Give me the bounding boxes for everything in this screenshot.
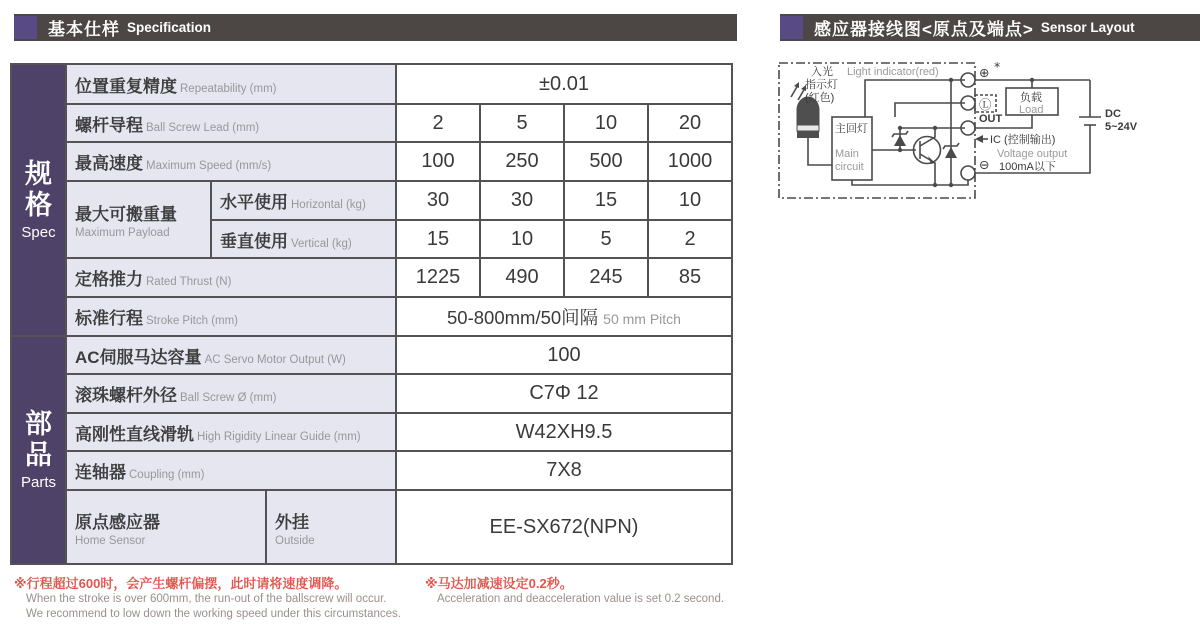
light-indicator-zh-3: (红色) [805, 92, 835, 104]
section-header-sensor-layout [780, 14, 1200, 41]
terminal-plus-asterisk: * [994, 59, 1001, 74]
row-sublabel: 外挂 Outside [266, 490, 396, 564]
row-value: 85 [648, 258, 732, 297]
table-row [11, 451, 732, 490]
section-title-en: Sensor Layout [1040, 20, 1135, 35]
terminal-minus-symbol: ⊖ [979, 157, 990, 172]
row-value: 30 [480, 181, 564, 220]
table-row [11, 181, 732, 220]
row-value: 2 [648, 220, 732, 258]
terminal-light-symbol: Ⓛ [979, 97, 992, 112]
row-value: 245 [564, 258, 648, 297]
voltage-output-label: Voltage output [997, 148, 1068, 160]
npn-transistor-icon [914, 126, 941, 187]
row-value: 50-800mm/50间隔 50 mm Pitch [396, 297, 732, 336]
row-label: 位置重复精度 Repeatability (mm) [66, 64, 396, 104]
terminal-plus-symbol: ⊕ [979, 65, 990, 80]
sidebar-spec-zh: 规格 [25, 158, 52, 220]
terminal-out-label: OUT [979, 113, 1003, 125]
row-sublabel: 垂直使用 Vertical (kg) [211, 220, 396, 258]
current-limit-label: 100mA以下 [999, 161, 1056, 173]
ic-output-arrow-icon [975, 135, 988, 143]
section-header-specification [14, 14, 737, 41]
section-title-zh: 感应器接线图<原点及端点> [814, 20, 1034, 39]
footnote-en: Acceleration and deacceleration value is set 0.2 second. [437, 593, 725, 605]
section-title-en: Specification [127, 20, 212, 35]
accent-square-icon [14, 16, 37, 39]
sensor-wiring-diagram [775, 55, 1200, 205]
incident-light-arrows-icon [791, 82, 806, 100]
row-value: 10 [564, 104, 648, 142]
row-label-payload: 最大可搬重量 Maximum Payload [66, 181, 211, 258]
row-label: 滚珠螺杆外径 Ball Screw Ø (mm) [66, 374, 396, 413]
row-value: 20 [648, 104, 732, 142]
row-value: 10 [480, 220, 564, 258]
table-row [11, 64, 732, 104]
table-row [11, 490, 732, 564]
sidebar-spec-en: Spec [21, 224, 56, 242]
load-zh: 负载 [1020, 92, 1042, 104]
row-value: ±0.01 [396, 64, 732, 104]
sidebar-spec [11, 64, 66, 336]
row-value: 100 [396, 336, 732, 374]
load-en: Load [1019, 104, 1044, 116]
accent-square-icon [780, 16, 803, 39]
row-value: 15 [564, 181, 648, 220]
row-value: 100 [396, 142, 480, 181]
table-row [11, 104, 732, 142]
row-label: AC伺服马达容量 AC Servo Motor Output (W) [66, 336, 396, 374]
table-row [11, 374, 732, 413]
row-label: 标准行程 Stroke Pitch (mm) [66, 297, 396, 336]
row-value: 500 [564, 142, 648, 181]
table-row [11, 413, 732, 451]
zener-diode-2-icon [943, 78, 959, 187]
row-label: 高刚性直线滑轨 High Rigidity Linear Guide (mm) [66, 413, 396, 451]
row-label: 连轴器 Coupling (mm) [66, 451, 396, 490]
row-value: 5 [564, 220, 648, 258]
row-value: 2 [396, 104, 480, 142]
table-row [11, 142, 732, 181]
light-indicator-zh-1: 入光 [811, 66, 833, 78]
light-indicator-zh-2: 指示灯 [805, 79, 838, 91]
row-label: 最高速度 Maximum Speed (mm/s) [66, 142, 396, 181]
row-label-home-sensor: 原点感应器 Home Sensor [66, 490, 266, 564]
footnote-acceleration [425, 575, 724, 607]
footnote-zh: ※马达加减速设定0.2秒。 [425, 576, 573, 591]
ic-output-label: IC (控制输出) [990, 134, 1056, 146]
main-circuit-en-2: circuit [835, 161, 864, 173]
footnote-en: When the stroke is over 600mm, the run-out of the ballscrew will occur. [26, 593, 387, 605]
battery-icon [1079, 117, 1101, 125]
main-circuit-zh: 主回灯 [835, 123, 868, 135]
terminals [961, 73, 975, 180]
row-value: 1225 [396, 258, 480, 297]
row-label: 定格推力 Rated Thrust (N) [66, 258, 396, 297]
row-value: 30 [396, 181, 480, 220]
row-sublabel: 水平使用 Horizontal (kg) [211, 181, 396, 220]
row-label: 螺杆导程 Ball Screw Lead (mm) [66, 104, 396, 142]
footnote-stroke-warning [14, 575, 401, 622]
row-value: C7Φ 12 [396, 374, 732, 413]
row-value: 5 [480, 104, 564, 142]
row-value: 490 [480, 258, 564, 297]
row-value: W42XH9.5 [396, 413, 732, 451]
specification-table [10, 63, 733, 565]
row-value: 10 [648, 181, 732, 220]
terminal-minus-circle [961, 166, 975, 180]
footnote-zh: ※行程超过600时，会产生螺杆偏摆，此时请将速度调降。 [14, 576, 348, 591]
table-row [11, 297, 732, 336]
light-indicator-en: Light indicator(red) [847, 66, 939, 78]
section-title-zh: 基本仕样 [48, 20, 120, 39]
row-value: 15 [396, 220, 480, 258]
sidebar-parts-zh: 部品 [25, 408, 52, 470]
table-row [11, 258, 732, 297]
row-value: 1000 [648, 142, 732, 181]
dc-voltage-label: 5~24V [1105, 121, 1138, 133]
row-value: EE-SX672(NPN) [396, 490, 732, 564]
table-row [11, 336, 732, 374]
row-value: 250 [480, 142, 564, 181]
sidebar-parts-en: Parts [20, 474, 56, 492]
main-circuit-en-1: Main [835, 148, 859, 160]
footnote-en: We recommend to low down the working speed under this circumstances. [26, 608, 401, 620]
dc-label: DC [1105, 108, 1121, 120]
sidebar-parts [11, 336, 66, 564]
zener-diode-1-icon [892, 126, 908, 152]
row-value: 7X8 [396, 451, 732, 490]
